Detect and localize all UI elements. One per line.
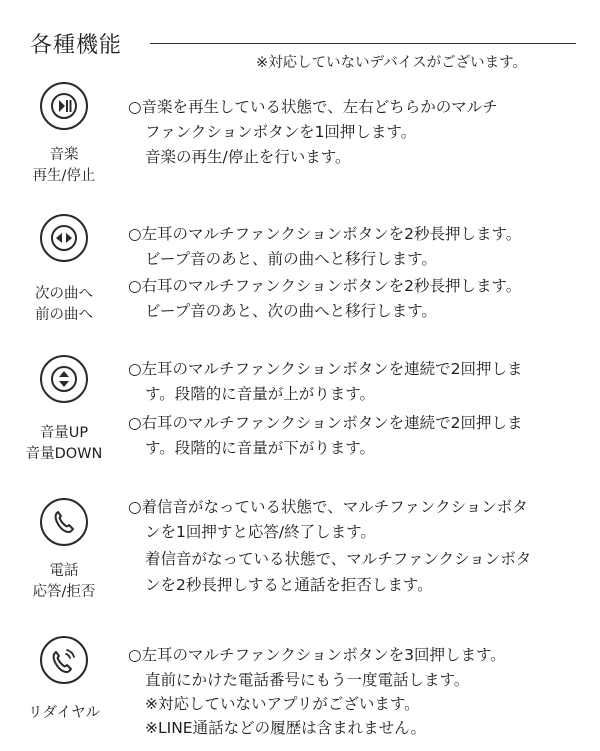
desc-line: ※対応していないアプリがございます。 bbox=[145, 695, 420, 713]
label-track-line2: 前の曲へ bbox=[35, 307, 93, 323]
label-volume-line1: 音量UP bbox=[39, 425, 89, 441]
desc-line: ○音楽を再生している状態で、左右どちらかのマルチ bbox=[128, 98, 498, 116]
label-phone-line1: 電話 bbox=[49, 563, 79, 579]
volume-up-down-icon bbox=[40, 355, 88, 403]
desc-line: ○左耳のマルチファンクションボタンを3回押します。 bbox=[128, 646, 506, 664]
desc-line: 直前にかけた電話番号にもう一度電話します。 bbox=[145, 671, 470, 689]
desc-line: ※LINE通話などの履歴は含まれません。 bbox=[145, 719, 427, 737]
device-note: ※対応していないデバイスがございます。 bbox=[256, 55, 527, 71]
label-track-line1: 次の曲へ bbox=[35, 286, 93, 302]
title: 各種機能 bbox=[30, 33, 123, 58]
desc-line: ンを2秒長押しすると通話を拒否します。 bbox=[145, 576, 433, 594]
desc-line: ビープ音のあと、次の曲へと移行します。 bbox=[145, 302, 437, 320]
desc-line: ファンクションボタンを1回押します。 bbox=[145, 123, 417, 141]
prev-next-icon bbox=[40, 214, 88, 262]
label-music-line1: 音楽 bbox=[49, 147, 79, 163]
desc-line: ビープ音のあと、前の曲へと移行します。 bbox=[145, 250, 437, 268]
desc-line: 着信音がなっている状態で、マルチファンクションボタ bbox=[145, 550, 532, 568]
phone-icon bbox=[40, 498, 88, 546]
desc-line: ○左耳のマルチファンクションボタンを連続で2回押しま bbox=[128, 360, 523, 378]
label-volume-line2: 音量DOWN bbox=[25, 446, 103, 462]
desc-line: ○右耳のマルチファンクションボタンを2秒長押します。 bbox=[128, 277, 522, 295]
desc-line: ンを1回押すと応答/終了します。 bbox=[145, 523, 376, 541]
label-redial: リダイヤル bbox=[27, 705, 101, 721]
play-pause-icon bbox=[40, 82, 88, 130]
label-phone-line2: 応答/拒否 bbox=[32, 584, 96, 600]
redial-phone-icon bbox=[40, 636, 88, 684]
desc-line: 音楽の再生/停止を行います。 bbox=[145, 148, 351, 166]
desc-line: ○着信音がなっている状態で、マルチファンクションボタ bbox=[128, 498, 528, 516]
desc-line: す。段階的に音量が下がります。 bbox=[145, 439, 376, 457]
title-rule bbox=[150, 43, 576, 44]
desc-line: す。段階的に音量が上がります。 bbox=[145, 385, 376, 403]
label-music-line2: 再生/停止 bbox=[32, 168, 96, 184]
desc-line: ○右耳のマルチファンクションボタンを連続で2回押しま bbox=[128, 414, 523, 432]
desc-line: ○左耳のマルチファンクションボタンを2秒長押します。 bbox=[128, 225, 522, 243]
